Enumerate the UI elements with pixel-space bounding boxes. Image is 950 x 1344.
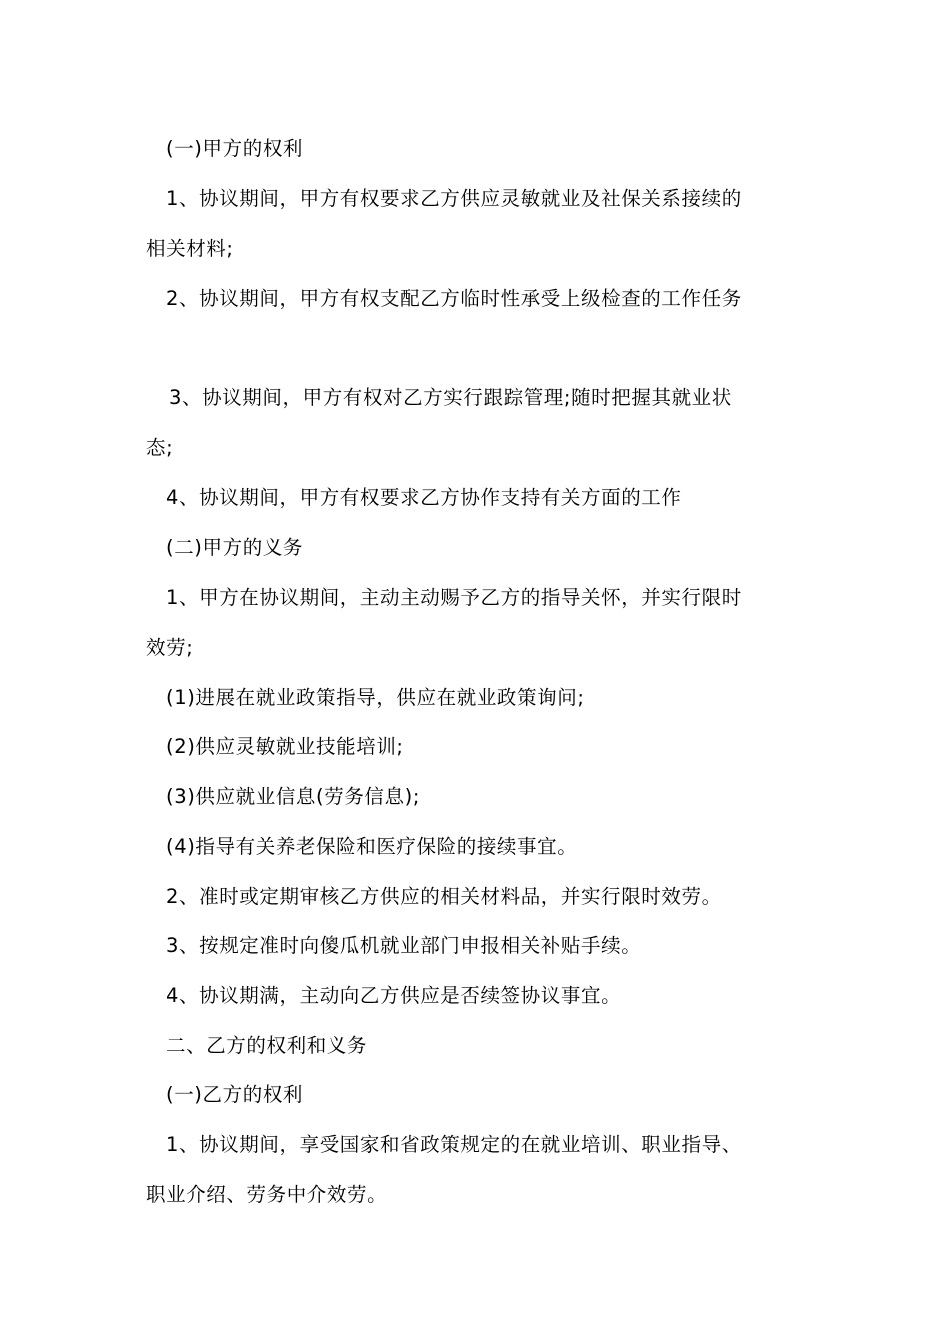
list-item: (1)进展在就业政策指导，供应在就业政策询问; [166, 686, 585, 709]
paragraph-line: 1、协议期间，享受国家和省政策规定的在就业培训、职业指导、 [166, 1133, 742, 1156]
paragraph-line: 相关材料; [146, 237, 234, 260]
paragraph-line: 3、协议期间，甲方有权对乙方实行跟踪管理;随时把握其就业状 [169, 386, 732, 409]
paragraph-line: 2、准时或定期审核乙方供应的相关材料品，并实行限时效劳。 [166, 885, 722, 908]
section-heading: (二)甲方的义务 [166, 536, 304, 559]
paragraph-line: 1、协议期间，甲方有权要求乙方供应灵敏就业及社保关系接续的 [166, 187, 742, 210]
list-item: (4)指导有关养老保险和医疗保险的接续事宜。 [166, 835, 578, 858]
section-heading: (一)甲方的权利 [166, 137, 304, 160]
list-item: (2)供应灵敏就业技能培训; [166, 735, 404, 758]
paragraph-line: 效劳; [146, 636, 194, 659]
paragraph-line: 2、协议期间，甲方有权支配乙方临时性承受上级检查的工作任务 [166, 287, 742, 310]
section-heading: 二、乙方的权利和义务 [166, 1034, 368, 1057]
paragraph-line: 1、甲方在协议期间，主动主动赐予乙方的指导关怀，并实行限时 [166, 586, 742, 609]
paragraph-line: 4、协议期间，甲方有权要求乙方协作支持有关方面的工作 [166, 486, 682, 509]
paragraph-line: 态; [146, 436, 174, 459]
paragraph-line: 3、按规定准时向傻瓜机就业部门申报相关补贴手续。 [166, 934, 642, 957]
list-item: (3)供应就业信息(劳务信息); [166, 785, 421, 808]
paragraph-line: 4、协议期满，主动向乙方供应是否续签协议事宜。 [166, 984, 622, 1007]
paragraph-line: 职业介绍、劳务中介效劳。 [146, 1183, 388, 1206]
section-heading: (一)乙方的权利 [166, 1083, 304, 1106]
